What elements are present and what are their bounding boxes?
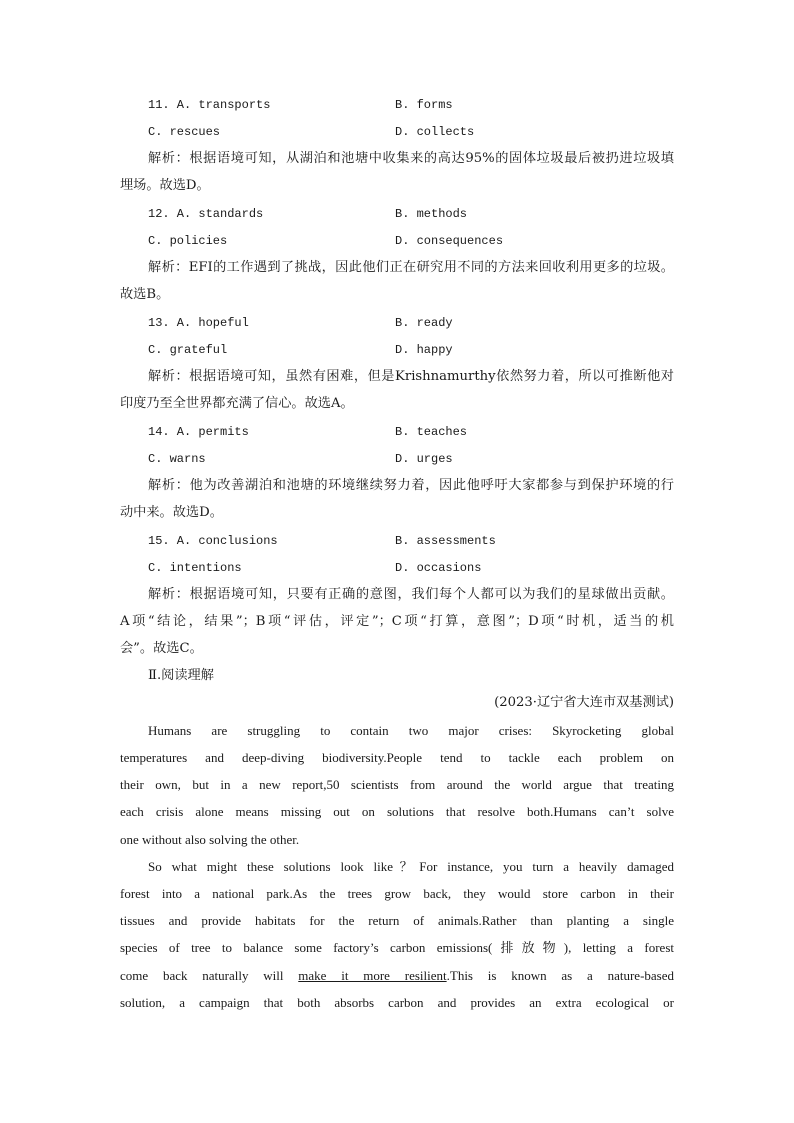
q15-analysis-line-3: 会”。故选C。	[120, 641, 203, 656]
q13-option-d: D. happy	[395, 343, 453, 357]
passage-p2-line-6: solution, a campaign that both absorbs carbon and provides an extra ecological or	[120, 995, 674, 1010]
passage-p2-line-2: forest into a national park.As the trees grow back, they would store carbon in their	[120, 886, 674, 901]
q13-analysis-line-1: 解析：根据语境可知，虽然有困难，但是Krishnamurthy依然努力着，所以可推断他对	[148, 369, 674, 384]
q12-option-c: C. policies	[148, 234, 228, 248]
q12-option-d: D. consequences	[395, 234, 504, 248]
q14-option-a: 14. A. permits	[148, 425, 249, 439]
passage-source: (2023·辽宁省大连市双基测试)	[494, 695, 674, 710]
q11-option-c: C. rescues	[148, 125, 221, 139]
q12-option-a: 12. A. standards	[148, 207, 264, 221]
passage-p2-line-4: species of tree to balance some factory’s carbon emissions(排放物), letting a forest	[120, 940, 674, 955]
q11-option-a: 11. A. transports	[148, 98, 271, 112]
q15-option-b: B. assessments	[395, 534, 496, 548]
q15-option-a: 15. A. conclusions	[148, 534, 278, 548]
section-title: Ⅱ.阅读理解	[148, 668, 214, 683]
passage-p1-line-3: their own, but in a new report,50 scientists from around the world argue that treating	[120, 777, 674, 792]
q14-analysis-line-2: 动中来。故选D。	[120, 505, 223, 520]
passage-p1-line-4: each crisis alone means missing out on solutions that resolve both.Humans can’t solve	[120, 804, 674, 819]
passage-p1-line-2: temperatures and deep-diving biodiversity.People tend to tackle each problem on	[120, 750, 674, 765]
passage-p1-line-1: Humans are struggling to contain two major crises: Skyrocketing global	[148, 723, 674, 738]
q12-option-b: B. methods	[395, 207, 468, 221]
passage-p1-line-5: one without also solving the other.	[120, 832, 300, 847]
q14-analysis-line-1: 解析：他为改善湖泊和池塘的环境继续努力着，因此他呼吁大家都参与到保护环境的行	[148, 478, 674, 493]
q14-option-d: D. urges	[395, 452, 453, 466]
passage-p2-line-3: tissues and provide habitats for the return of animals.Rather than planting a single	[120, 913, 674, 928]
q13-option-c: C. grateful	[148, 343, 228, 357]
q13-option-a: 13. A. hopeful	[148, 316, 249, 330]
q15-option-c: C. intentions	[148, 561, 242, 575]
q13-option-b: B. ready	[395, 316, 453, 330]
q14-option-c: C. warns	[148, 452, 206, 466]
q11-option-d: D. collects	[395, 125, 475, 139]
q15-option-d: D. occasions	[395, 561, 482, 575]
q11-option-b: B. forms	[395, 98, 453, 112]
passage-p2-line-5-post: .This is known as a nature-based	[446, 968, 674, 983]
q14-option-b: B. teaches	[395, 425, 468, 439]
q12-analysis-line-2: 故选B。	[120, 287, 170, 302]
q15-analysis-line-2: A项“结论，结果”；B项“评估，评定”；C项“打算，意图”；D项“时机，适当的机	[120, 614, 674, 629]
q11-analysis-line-2: 埋场。故选D。	[120, 178, 210, 193]
q11-analysis-line-1: 解析：根据语境可知，从湖泊和池塘中收集来的高达95%的固体垃圾最后被扔进垃圾填	[148, 151, 674, 166]
passage-p2-line-5-pre: come back naturally will	[120, 968, 299, 983]
q13-analysis-line-2: 印度乃至全世界都充满了信心。故选A。	[120, 396, 354, 411]
q12-analysis-line-1: 解析：EFI的工作遇到了挑战，因此他们正在研究用不同的方法来回收利用更多的垃圾。	[148, 260, 674, 275]
passage-p2-line-5	[120, 967, 674, 985]
underlined-phrase: make it more resilient	[298, 968, 447, 983]
q15-analysis-line-1: 解析：根据语境可知，只要有正确的意图，我们每个人都可以为我们的星球做出贡献。	[148, 587, 674, 602]
passage-p2-line-1: So what might these solutions look like？For instance, you turn a heavily damaged	[148, 859, 674, 874]
